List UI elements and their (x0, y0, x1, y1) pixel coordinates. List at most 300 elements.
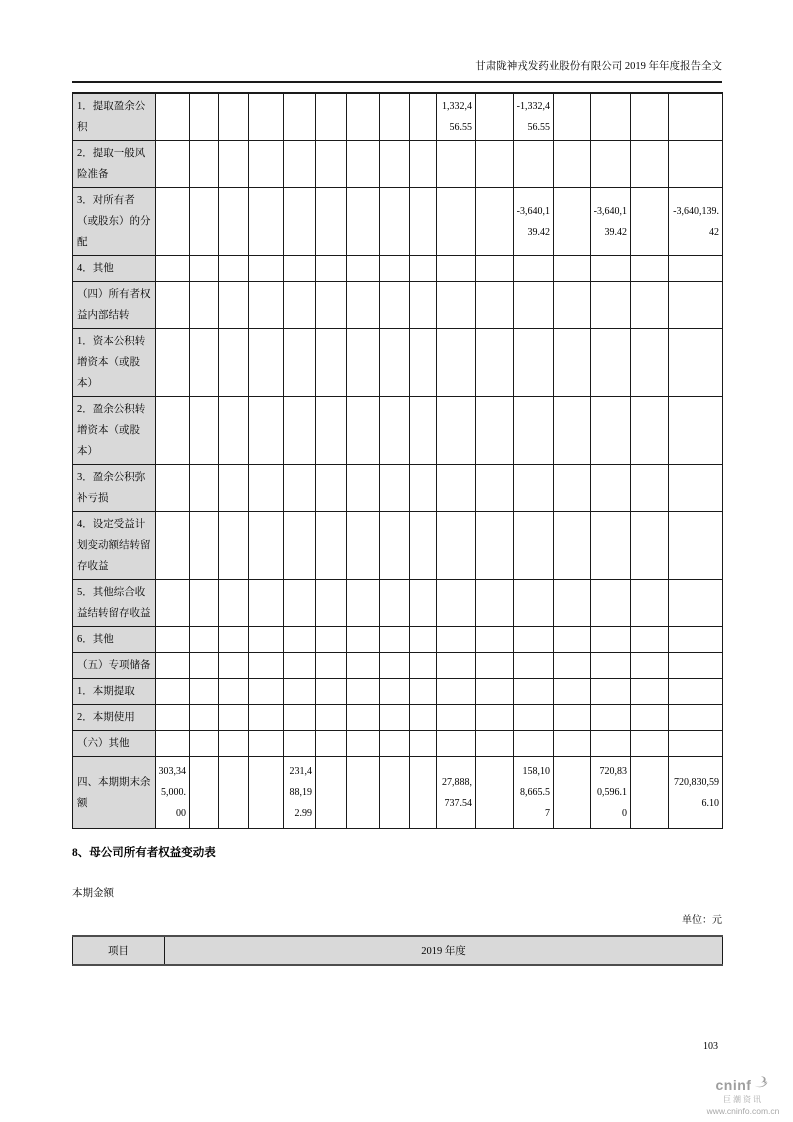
equity-cell-c3 (219, 580, 249, 627)
parent-table-col-period: 2019 年度 (165, 936, 723, 965)
equity-cell-c11 (476, 141, 514, 188)
equity-cell-c7 (347, 731, 380, 757)
equity-cell-c16 (669, 465, 723, 512)
equity-cell-c15 (631, 141, 669, 188)
section-heading: 8、母公司所有者权益变动表 (72, 847, 216, 859)
equity-cell-c16 (669, 329, 723, 397)
equity-cell-c3 (219, 731, 249, 757)
equity-cell-c9 (410, 282, 437, 329)
equity-cell-c14 (591, 731, 631, 757)
equity-cell-c6 (316, 757, 347, 829)
equity-cell-c15 (631, 731, 669, 757)
equity-cell-c6 (316, 256, 347, 282)
equity-cell-c5 (284, 141, 316, 188)
equity-cell-c3 (219, 256, 249, 282)
equity-cell-c3 (219, 465, 249, 512)
equity-cell-c13 (554, 757, 591, 829)
page-number: 103 (703, 1041, 718, 1052)
equity-cell-c7 (347, 679, 380, 705)
equity-cell-c11 (476, 705, 514, 731)
equity-cell-c6 (316, 397, 347, 465)
equity-cell-c16: 720,830,596.10 (669, 757, 723, 829)
equity-cell-c5 (284, 465, 316, 512)
equity-cell-c13 (554, 397, 591, 465)
equity-cell-c6 (316, 282, 347, 329)
equity-cell-c15 (631, 512, 669, 580)
equity-cell-c15 (631, 93, 669, 141)
equity-cell-c6 (316, 512, 347, 580)
equity-cell-c2 (190, 705, 219, 731)
equity-cell-c13 (554, 705, 591, 731)
equity-cell-c15 (631, 580, 669, 627)
equity-cell-c10 (437, 512, 476, 580)
equity-cell-c3 (219, 512, 249, 580)
equity-cell-c6 (316, 93, 347, 141)
equity-cell-c2 (190, 465, 219, 512)
equity-cell-c10: 27,888,737.54 (437, 757, 476, 829)
equity-cell-c15 (631, 282, 669, 329)
equity-cell-c15 (631, 329, 669, 397)
equity-cell-c9 (410, 329, 437, 397)
equity-cell-c9 (410, 141, 437, 188)
equity-cell-c10 (437, 653, 476, 679)
equity-cell-c5 (284, 256, 316, 282)
equity-cell-c9 (410, 705, 437, 731)
equity-cell-c6 (316, 731, 347, 757)
equity-cell-c8 (380, 282, 410, 329)
equity-cell-c14 (591, 465, 631, 512)
equity-cell-c14 (591, 397, 631, 465)
equity-cell-c14 (591, 679, 631, 705)
equity-cell-c2 (190, 256, 219, 282)
equity-cell-c9 (410, 397, 437, 465)
equity-cell-c12: 158,108,665.57 (514, 757, 554, 829)
equity-cell-c14 (591, 329, 631, 397)
equity-cell-c3 (219, 329, 249, 397)
equity-cell-c8 (380, 329, 410, 397)
equity-cell-c10: 1,332,456.55 (437, 93, 476, 141)
page-header (72, 59, 722, 83)
equity-cell-c12 (514, 256, 554, 282)
equity-cell-c1 (156, 141, 190, 188)
equity-cell-c4 (249, 757, 284, 829)
equity-cell-c16 (669, 93, 723, 141)
equity-cell-c11 (476, 329, 514, 397)
equity-cell-c14 (591, 705, 631, 731)
logo-company-cn: 巨潮资讯 (723, 1095, 763, 1104)
equity-cell-c14 (591, 93, 631, 141)
equity-cell-c1: 303,345,000.00 (156, 757, 190, 829)
equity-cell-c11 (476, 188, 514, 256)
equity-cell-c5 (284, 93, 316, 141)
equity-cell-c13 (554, 679, 591, 705)
equity-cell-c4 (249, 627, 284, 653)
equity-cell-c3 (219, 705, 249, 731)
equity-cell-c7 (347, 256, 380, 282)
equity-cell-c7 (347, 397, 380, 465)
equity-cell-c7 (347, 465, 380, 512)
equity-cell-c6 (316, 329, 347, 397)
equity-cell-c5 (284, 627, 316, 653)
equity-cell-c10 (437, 679, 476, 705)
equity-cell-c3 (219, 93, 249, 141)
equity-cell-c3 (219, 679, 249, 705)
equity-cell-c1 (156, 679, 190, 705)
report-header-title: 甘肃陇神戎发药业股份有限公司 2019 年年度报告全文 (475, 61, 722, 72)
equity-cell-c3 (219, 757, 249, 829)
equity-cell-c15 (631, 627, 669, 653)
equity-cell-c15 (631, 397, 669, 465)
equity-cell-c13 (554, 141, 591, 188)
equity-cell-c9 (410, 580, 437, 627)
equity-cell-c9 (410, 653, 437, 679)
equity-cell-c5 (284, 512, 316, 580)
equity-table-row (73, 512, 723, 580)
equity-cell-c4 (249, 705, 284, 731)
equity-table-row (73, 757, 723, 829)
equity-row-label: 2．盈余公积转增资本（或股本） (73, 397, 156, 465)
equity-table-row (73, 653, 723, 679)
equity-table-row (73, 627, 723, 653)
equity-cell-c3 (219, 188, 249, 256)
equity-cell-c7 (347, 512, 380, 580)
equity-cell-c13 (554, 188, 591, 256)
parent-equity-table (72, 935, 723, 966)
equity-cell-c2 (190, 731, 219, 757)
equity-cell-c14 (591, 256, 631, 282)
equity-cell-c4 (249, 329, 284, 397)
equity-table-row (73, 580, 723, 627)
equity-cell-c1 (156, 465, 190, 512)
equity-cell-c6 (316, 188, 347, 256)
equity-row-label: 1．资本公积转增资本（或股本） (73, 329, 156, 397)
equity-cell-c15 (631, 705, 669, 731)
cninfo-logo (698, 1075, 788, 1116)
parent-table-col-item: 项目 (73, 936, 165, 965)
equity-row-label: 1．本期提取 (73, 679, 156, 705)
equity-cell-c12 (514, 282, 554, 329)
equity-cell-c10 (437, 580, 476, 627)
equity-cell-c9 (410, 93, 437, 141)
equity-cell-c14: 720,830,596.10 (591, 757, 631, 829)
equity-cell-c2 (190, 679, 219, 705)
equity-row-label: 2．本期使用 (73, 705, 156, 731)
equity-cell-c11 (476, 512, 514, 580)
equity-cell-c11 (476, 93, 514, 141)
equity-cell-c8 (380, 679, 410, 705)
equity-cell-c4 (249, 188, 284, 256)
equity-cell-c8 (380, 93, 410, 141)
equity-cell-c12 (514, 141, 554, 188)
equity-cell-c9 (410, 757, 437, 829)
equity-table-row (73, 256, 723, 282)
equity-cell-c11 (476, 679, 514, 705)
equity-cell-c12 (514, 705, 554, 731)
equity-cell-c2 (190, 627, 219, 653)
unit-label: 单位：元 (682, 915, 722, 926)
equity-cell-c8 (380, 397, 410, 465)
logo-brand-text: cninf (715, 1077, 752, 1093)
equity-cell-c8 (380, 731, 410, 757)
equity-cell-c12 (514, 397, 554, 465)
equity-cell-c10 (437, 141, 476, 188)
equity-cell-c8 (380, 512, 410, 580)
equity-cell-c13 (554, 329, 591, 397)
equity-cell-c13 (554, 627, 591, 653)
equity-cell-c10 (437, 731, 476, 757)
equity-cell-c3 (219, 141, 249, 188)
equity-cell-c3 (219, 627, 249, 653)
equity-cell-c6 (316, 465, 347, 512)
equity-table-row (73, 705, 723, 731)
equity-cell-c16 (669, 580, 723, 627)
equity-cell-c12 (514, 465, 554, 512)
equity-cell-c7 (347, 705, 380, 731)
equity-cell-c5 (284, 705, 316, 731)
equity-cell-c15 (631, 679, 669, 705)
equity-cell-c3 (219, 282, 249, 329)
equity-cell-c4 (249, 731, 284, 757)
equity-cell-c5 (284, 282, 316, 329)
equity-cell-c3 (219, 397, 249, 465)
equity-cell-c5 (284, 188, 316, 256)
equity-cell-c1 (156, 512, 190, 580)
equity-cell-c9 (410, 731, 437, 757)
equity-cell-c12: -1,332,456.55 (514, 93, 554, 141)
equity-cell-c8 (380, 188, 410, 256)
equity-cell-c16 (669, 731, 723, 757)
equity-cell-c4 (249, 93, 284, 141)
equity-cell-c8 (380, 465, 410, 512)
equity-cell-c2 (190, 757, 219, 829)
equity-cell-c1 (156, 282, 190, 329)
equity-row-label: 1．提取盈余公积 (73, 93, 156, 141)
equity-row-label: 6．其他 (73, 627, 156, 653)
equity-cell-c10 (437, 705, 476, 731)
equity-cell-c12: -3,640,139.42 (514, 188, 554, 256)
equity-cell-c5 (284, 679, 316, 705)
equity-cell-c5: 231,488,192.99 (284, 757, 316, 829)
equity-table-row (73, 93, 723, 141)
equity-row-label: （四）所有者权益内部结转 (73, 282, 156, 329)
equity-cell-c16 (669, 282, 723, 329)
equity-cell-c2 (190, 188, 219, 256)
equity-cell-c9 (410, 679, 437, 705)
equity-cell-c11 (476, 465, 514, 512)
equity-cell-c10 (437, 188, 476, 256)
equity-cell-c15 (631, 465, 669, 512)
equity-cell-c16 (669, 705, 723, 731)
equity-cell-c2 (190, 141, 219, 188)
equity-cell-c2 (190, 512, 219, 580)
equity-cell-c6 (316, 627, 347, 653)
equity-cell-c16: -3,640,139.42 (669, 188, 723, 256)
equity-row-label: 4．设定受益计划变动额结转留存收益 (73, 512, 156, 580)
equity-row-label: 3．盈余公积弥补亏损 (73, 465, 156, 512)
equity-cell-c2 (190, 397, 219, 465)
equity-row-label: （六）其他 (73, 731, 156, 757)
equity-cell-c11 (476, 627, 514, 653)
equity-table-row (73, 188, 723, 256)
equity-cell-c8 (380, 141, 410, 188)
equity-cell-c1 (156, 329, 190, 397)
parent-table-header-row (73, 936, 723, 965)
equity-cell-c1 (156, 256, 190, 282)
equity-cell-c15 (631, 757, 669, 829)
equity-cell-c13 (554, 256, 591, 282)
equity-cell-c14 (591, 141, 631, 188)
equity-cell-c16 (669, 653, 723, 679)
equity-cell-c12 (514, 653, 554, 679)
equity-cell-c1 (156, 627, 190, 653)
equity-cell-c12 (514, 512, 554, 580)
equity-cell-c2 (190, 329, 219, 397)
equity-cell-c14 (591, 282, 631, 329)
equity-cell-c1 (156, 93, 190, 141)
equity-row-label: 2．提取一般风险准备 (73, 141, 156, 188)
equity-cell-c2 (190, 580, 219, 627)
equity-cell-c5 (284, 580, 316, 627)
equity-cell-c10 (437, 397, 476, 465)
equity-cell-c14 (591, 653, 631, 679)
equity-cell-c16 (669, 141, 723, 188)
equity-cell-c4 (249, 679, 284, 705)
equity-table-row (73, 465, 723, 512)
equity-cell-c1 (156, 705, 190, 731)
equity-cell-c12 (514, 679, 554, 705)
equity-cell-c15 (631, 653, 669, 679)
equity-cell-c13 (554, 93, 591, 141)
equity-cell-c1 (156, 580, 190, 627)
equity-cell-c11 (476, 653, 514, 679)
equity-cell-c14 (591, 512, 631, 580)
equity-cell-c4 (249, 397, 284, 465)
equity-cell-c1 (156, 188, 190, 256)
equity-cell-c13 (554, 512, 591, 580)
equity-cell-c4 (249, 653, 284, 679)
equity-table-row (73, 731, 723, 757)
equity-cell-c7 (347, 141, 380, 188)
equity-cell-c4 (249, 141, 284, 188)
logo-website: www.cninfo.com.cn (706, 1106, 780, 1116)
logo-swirl-icon (753, 1075, 770, 1095)
equity-cell-c11 (476, 282, 514, 329)
equity-row-label: 四、本期期末余额 (73, 757, 156, 829)
equity-cell-c11 (476, 757, 514, 829)
equity-cell-c13 (554, 465, 591, 512)
equity-cell-c8 (380, 256, 410, 282)
page-content (72, 59, 722, 966)
equity-cell-c14 (591, 627, 631, 653)
equity-cell-c11 (476, 731, 514, 757)
equity-cell-c13 (554, 731, 591, 757)
equity-cell-c12 (514, 627, 554, 653)
equity-cell-c6 (316, 141, 347, 188)
equity-cell-c6 (316, 653, 347, 679)
equity-table-row (73, 141, 723, 188)
equity-cell-c2 (190, 93, 219, 141)
equity-cell-c7 (347, 93, 380, 141)
equity-cell-c12 (514, 731, 554, 757)
equity-row-label: 4．其他 (73, 256, 156, 282)
equity-cell-c9 (410, 256, 437, 282)
equity-cell-c10 (437, 282, 476, 329)
equity-cell-c4 (249, 512, 284, 580)
equity-cell-c15 (631, 256, 669, 282)
equity-cell-c10 (437, 465, 476, 512)
equity-cell-c10 (437, 329, 476, 397)
equity-row-label: 5．其他综合收益结转留存收益 (73, 580, 156, 627)
period-subheading: 本期金额 (72, 888, 114, 899)
equity-cell-c7 (347, 757, 380, 829)
equity-cell-c4 (249, 282, 284, 329)
equity-cell-c9 (410, 188, 437, 256)
equity-cell-c1 (156, 731, 190, 757)
equity-cell-c3 (219, 653, 249, 679)
equity-cell-c13 (554, 580, 591, 627)
equity-table-row (73, 282, 723, 329)
equity-cell-c2 (190, 282, 219, 329)
equity-cell-c7 (347, 329, 380, 397)
equity-cell-c8 (380, 653, 410, 679)
equity-cell-c11 (476, 580, 514, 627)
equity-cell-c6 (316, 580, 347, 627)
equity-cell-c7 (347, 580, 380, 627)
equity-cell-c14 (591, 580, 631, 627)
equity-cell-c16 (669, 679, 723, 705)
equity-cell-c5 (284, 731, 316, 757)
equity-cell-c13 (554, 282, 591, 329)
equity-cell-c8 (380, 705, 410, 731)
equity-cell-c9 (410, 465, 437, 512)
equity-cell-c7 (347, 653, 380, 679)
equity-cell-c13 (554, 653, 591, 679)
equity-cell-c12 (514, 329, 554, 397)
equity-cell-c5 (284, 397, 316, 465)
equity-cell-c9 (410, 512, 437, 580)
equity-row-label: （五）专项储备 (73, 653, 156, 679)
equity-cell-c8 (380, 580, 410, 627)
equity-cell-c15 (631, 188, 669, 256)
equity-cell-c8 (380, 757, 410, 829)
equity-cell-c11 (476, 256, 514, 282)
equity-cell-c5 (284, 329, 316, 397)
equity-row-label: 3．对所有者（或股东）的分配 (73, 188, 156, 256)
equity-cell-c4 (249, 580, 284, 627)
equity-cell-c7 (347, 627, 380, 653)
equity-cell-c6 (316, 705, 347, 731)
equity-cell-c4 (249, 256, 284, 282)
equity-cell-c14: -3,640,139.42 (591, 188, 631, 256)
equity-cell-c16 (669, 397, 723, 465)
equity-cell-c2 (190, 653, 219, 679)
logo-brand-row (698, 1075, 788, 1095)
equity-cell-c4 (249, 465, 284, 512)
equity-cell-c12 (514, 580, 554, 627)
equity-cell-c7 (347, 188, 380, 256)
equity-cell-c1 (156, 397, 190, 465)
equity-table-row (73, 397, 723, 465)
equity-cell-c8 (380, 627, 410, 653)
equity-cell-c16 (669, 627, 723, 653)
equity-cell-c6 (316, 679, 347, 705)
equity-cell-c16 (669, 512, 723, 580)
equity-cell-c10 (437, 256, 476, 282)
equity-cell-c1 (156, 653, 190, 679)
equity-cell-c11 (476, 397, 514, 465)
equity-table-row (73, 329, 723, 397)
equity-table-row (73, 679, 723, 705)
